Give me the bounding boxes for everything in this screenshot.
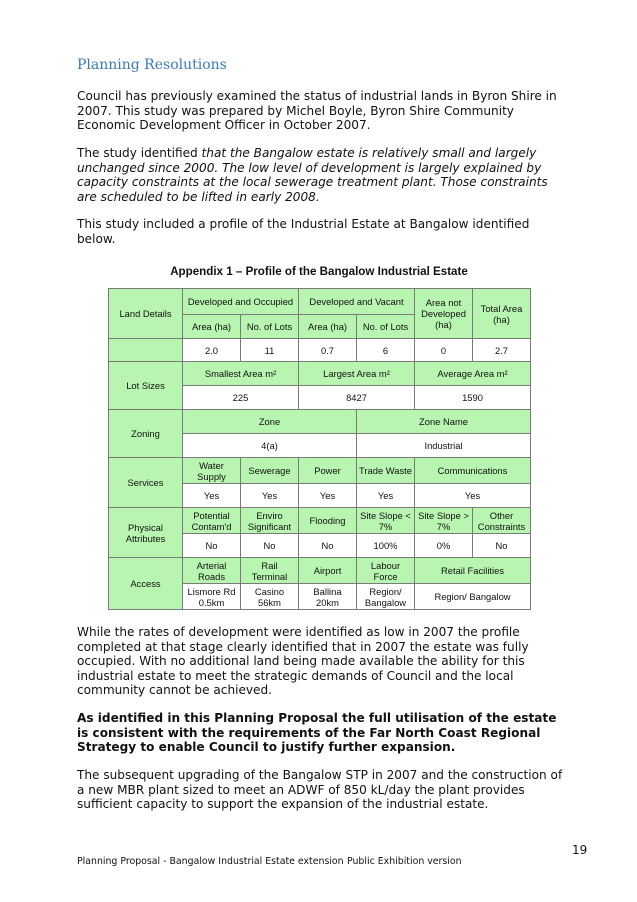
header-rail-terminal: Rail Terminal [241,558,299,584]
cell-enviro-significant: No [241,534,299,558]
cell-communications: Yes [415,484,531,508]
cell-average-area: 1590 [415,386,531,410]
header-vacant-area: Area (ha) [299,315,357,339]
cell-site-slope-lt: 100% [357,534,415,558]
header-occupied-lots: No. of Lots [241,315,299,339]
paragraph-study-intro: Council has previously examined the status of industrial lands in Byron Shire in 2007. This study was prepared by Michel Boyle, Byron Shire Community Economic Development Officer in October 2007. [77,89,557,132]
paragraph-bold-statement: As identified in this Planning Proposal the full utilisation of the estate is consistent with the requirements of the Far North Coast Regional Strategy to enable Council to justify further expansion. [77,711,557,754]
cell-airport: Ballina 20km [299,584,357,610]
header-flooding: Flooding [299,508,357,534]
cell-sewerage: Yes [241,484,299,508]
cell-water-supply: Yes [183,484,241,508]
cell-retail-facilities: Region/ Bangalow [415,584,531,610]
table-caption: Appendix 1 – Profile of the Bangalow Industrial Estate [170,265,468,278]
cell-vacant-area: 0.7 [299,339,357,362]
paragraph-study-findings [77,146,567,204]
header-sewerage: Sewerage [241,458,299,484]
header-airport: Airport [299,558,357,584]
paragraph-development-rates: While the rates of development were identified as low in 2007 the profile completed at that stage clearly identified that in 2007 the estate was fully occupied. With no additional land being made available the ability for this industrial estate to meet the strategic demands of Council and the local community cannot be achieved. [77,625,529,697]
header-power: Power [299,458,357,484]
header-other-constraints: Other Constraints [473,508,531,534]
header-communications: Communications [415,458,531,484]
cell-site-slope-gt: 0% [415,534,473,558]
cell-rail-terminal: Casino 56km [241,584,299,610]
header-zone: Zone [183,410,357,434]
cell-occupied-lots: 11 [241,339,299,362]
header-largest-area: Largest Area m² [299,362,415,386]
header-labour-force: Labour Force [357,558,415,584]
page-number: 19 [572,843,588,857]
paragraph-italic-quote: that the Bangalow estate is relatively small and largely unchanged since 2000. The low level of development is largely explained by capacity constraints at the local sewerage treatment plant. Those constraints are scheduled to be lifted in early 2008. [77,146,548,204]
row-label-zoning: Zoning [109,410,183,458]
header-water-supply: Water Supply [183,458,241,484]
footer-version: Public Exhibition version [347,856,462,867]
cell-potential-contam: No [183,534,241,558]
cell-occupied-area: 2.0 [183,339,241,362]
header-retail-facilities: Retail Facilities [415,558,531,584]
header-potential-contam: Potential Contam'd [183,508,241,534]
header-site-slope-lt: Site Slope < 7% [357,508,415,534]
header-enviro-significant: Enviro Significant [241,508,299,534]
row-label-lot-sizes: Lot Sizes [109,362,183,410]
cell-trade-waste: Yes [357,484,415,508]
header-total-area: Total Area (ha) [473,289,531,339]
row-label-blank [109,339,183,362]
row-label-physical-attributes: Physical Attributes [109,508,183,558]
row-label-services: Services [109,458,183,508]
cell-flooding: No [299,534,357,558]
header-trade-waste: Trade Waste [357,458,415,484]
cell-other-constraints: No [473,534,531,558]
cell-zone: 4(a) [183,434,357,458]
cell-arterial-roads: Lismore Rd 0.5km [183,584,241,610]
row-label-land-details: Land Details [109,289,183,339]
cell-labour-force: Region/ Bangalow [357,584,415,610]
cell-zone-name: Industrial [357,434,531,458]
header-site-slope-gt: Site Slope > 7% [415,508,473,534]
cell-not-developed: 0 [415,339,473,362]
cell-power: Yes [299,484,357,508]
header-developed-occupied: Developed and Occupied [183,289,299,315]
cell-largest-area: 8427 [299,386,415,410]
footer-document-title: Planning Proposal - Bangalow Industrial Estate extension [77,856,344,867]
paragraph-profile-intro: This study included a profile of the Industrial Estate at Bangalow identified below. [77,217,530,246]
header-developed-vacant: Developed and Vacant [299,289,415,315]
paragraph-lead-text: The study identified [77,146,202,160]
industrial-estate-profile-table [108,288,531,610]
header-smallest-area: Smallest Area m² [183,362,299,386]
header-occupied-area: Area (ha) [183,315,241,339]
header-vacant-lots: No. of Lots [357,315,415,339]
header-zone-name: Zone Name [357,410,531,434]
cell-total-area: 2.7 [473,339,531,362]
header-arterial-roads: Arterial Roads [183,558,241,584]
row-label-access: Access [109,558,183,610]
section-heading: Planning Resolutions [77,57,227,73]
header-area-not-developed: Area not Developed (ha) [415,289,473,339]
cell-vacant-lots: 6 [357,339,415,362]
paragraph-stp-upgrade: The subsequent upgrading of the Bangalow STP in 2007 and the construction of a new MBR plant sized to meet an ADWF of 850 kL/day the plant provides sufficient capacity to support the expansion of the industrial estate. [77,768,563,811]
cell-smallest-area: 225 [183,386,299,410]
header-average-area: Average Area m² [415,362,531,386]
